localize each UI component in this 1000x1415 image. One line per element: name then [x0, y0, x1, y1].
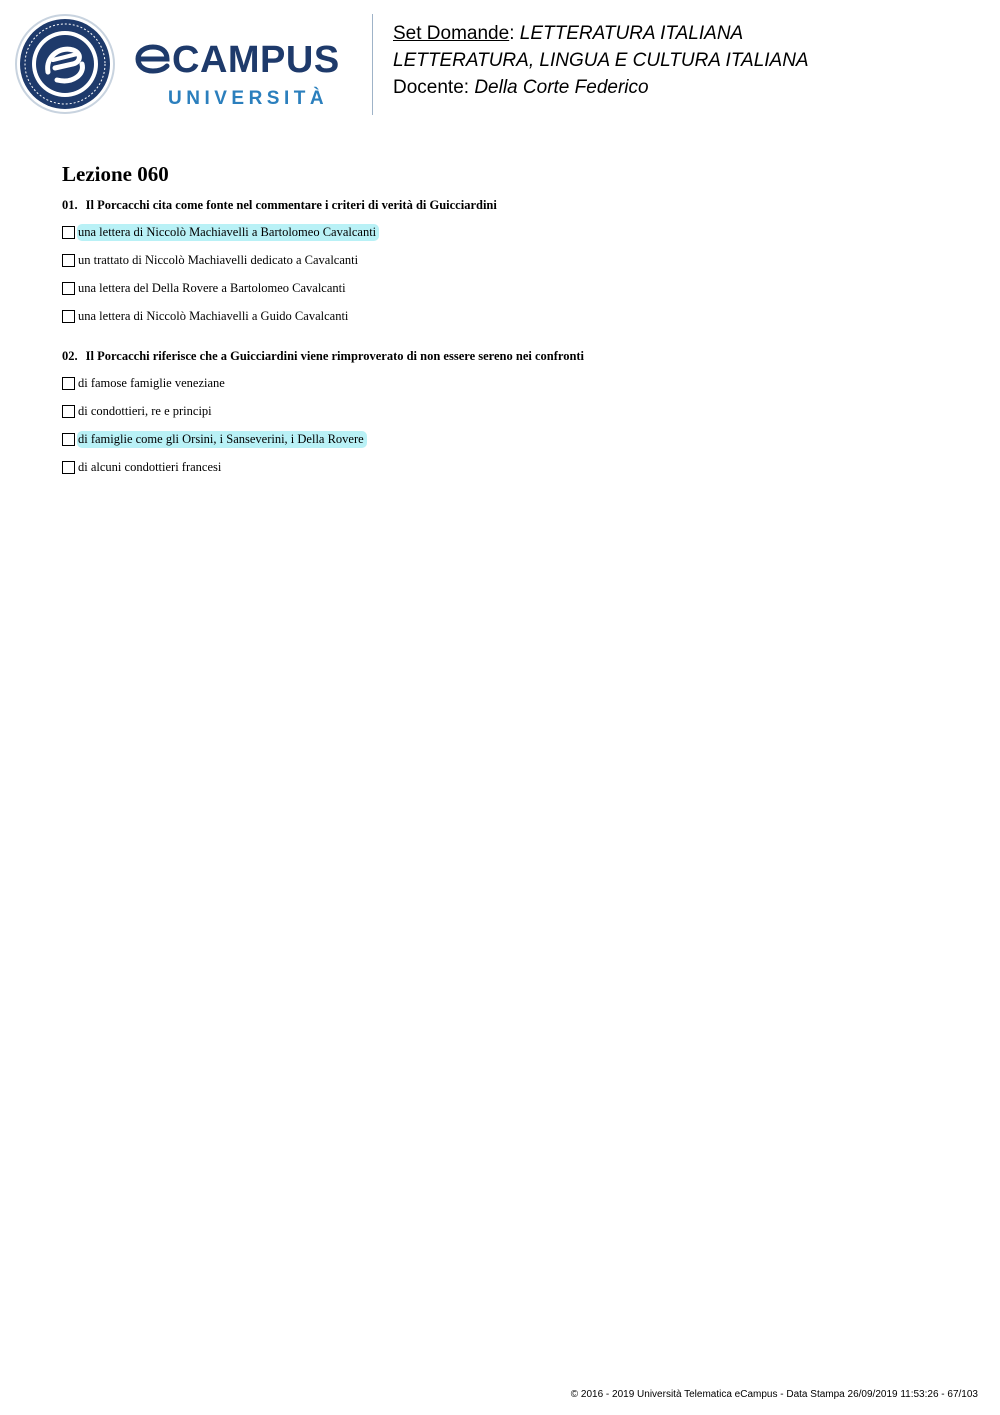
- answer-option[interactable]: [62, 307, 351, 325]
- brand-e-icon: [134, 44, 172, 74]
- ecampus-logo: [15, 14, 360, 118]
- question-text: Il Porcacchi riferisce che a Guicciardini viene rimproverato di non essere sereno nei confronti: [85, 349, 585, 363]
- course-name: LETTERATURA, LINGUA E CULTURA ITALIANA: [393, 50, 809, 71]
- answer-text: una lettera del Della Rovere a Bartolomeo Cavalcanti: [78, 280, 346, 295]
- answer-text: una lettera di Niccolò Machiavelli a Guido Cavalcanti: [78, 308, 349, 323]
- answer-checkbox[interactable]: [62, 282, 75, 295]
- brand-name: CAMPUS: [172, 39, 340, 81]
- answer-option[interactable]: [62, 402, 215, 420]
- teacher-name: Della Corte Federico: [474, 77, 649, 98]
- page-footer: © 2016 - 2019 Università Telematica eCampus - Data Stampa 26/09/2019 11:53:26 - 67/103: [570, 1389, 978, 1400]
- brand-subtitle: UNIVERSITÀ: [168, 88, 329, 109]
- question-2: [62, 349, 584, 364]
- answer-option[interactable]: [62, 223, 379, 241]
- set-line: [393, 20, 809, 47]
- answer-text: una lettera di Niccolò Machiavelli a Bartolomeo Cavalcanti: [77, 224, 379, 241]
- answer-checkbox[interactable]: [62, 405, 75, 418]
- answer-option[interactable]: [62, 279, 349, 297]
- question-number: 01.: [62, 198, 78, 212]
- university-seal-icon: [15, 14, 115, 114]
- answer-text: di condottieri, re e principi: [78, 403, 212, 418]
- answer-checkbox[interactable]: [62, 461, 75, 474]
- answer-checkbox[interactable]: [62, 254, 75, 267]
- teacher-line: [393, 74, 809, 101]
- answer-text: di alcuni condottieri francesi: [78, 459, 222, 474]
- question-number: 02.: [62, 349, 78, 363]
- answer-checkbox[interactable]: [62, 310, 75, 323]
- set-separator: :: [509, 23, 520, 44]
- answer-checkbox[interactable]: [62, 226, 75, 239]
- teacher-label: Docente:: [393, 77, 475, 98]
- set-value: LETTERATURA ITALIANA: [519, 23, 744, 44]
- header-divider: [372, 14, 373, 115]
- answer-option[interactable]: [62, 458, 224, 476]
- lesson-title: Lezione 060: [62, 162, 169, 186]
- question-1: [62, 198, 497, 213]
- answer-checkbox[interactable]: [62, 433, 75, 446]
- set-label: Set Domande: [393, 23, 510, 44]
- answer-text: di famose famiglie veneziane: [78, 375, 225, 390]
- question-text: Il Porcacchi cita come fonte nel commentare i criteri di verità di Guicciardini: [85, 198, 497, 212]
- answer-text: di famiglie come gli Orsini, i Sanseverini, i Della Rovere: [77, 431, 367, 448]
- answer-option[interactable]: [62, 251, 361, 269]
- answer-option[interactable]: [62, 430, 367, 448]
- document-header: [393, 20, 809, 101]
- answer-text: un trattato di Niccolò Machiavelli dedicato a Cavalcanti: [78, 252, 359, 267]
- answer-option[interactable]: [62, 374, 228, 392]
- answer-checkbox[interactable]: [62, 377, 75, 390]
